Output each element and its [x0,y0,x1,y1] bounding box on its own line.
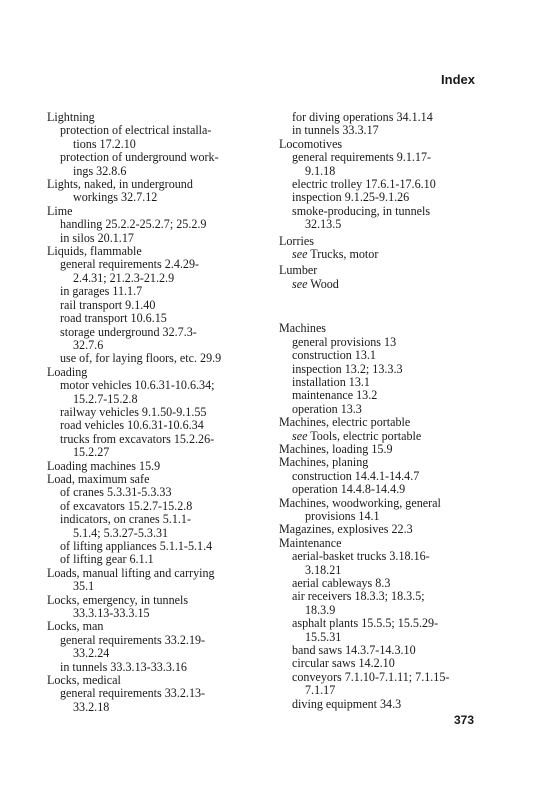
index-subentry: diving equipment 34.3 [292,696,402,711]
index-subentry: 5.1.4; 5.3.27-5.3.31 [73,525,169,540]
index-heading: Machines, woodworking, general [279,495,441,510]
index-subentry: smoke-producing, in tunnels [292,203,431,218]
index-subentry: rail transport 9.1.40 [60,297,156,312]
index-heading: Load, maximum safe [47,471,150,486]
index-column-left [47,111,252,714]
index-heading: Locks, man [47,619,104,634]
index-subentry: band saws 14.3.7-14.3.10 [292,643,416,658]
index-heading: Loading machines 15.9 [47,458,161,473]
index-subentry: protection of electrical installa- [60,123,212,138]
index-subentry: 2.4.31; 21.2.3-21.2.9 [73,270,175,285]
index-subentry: see Trucks, motor [292,247,379,262]
index-subentry: workings 32.7.12 [73,190,158,205]
index-subentry: aerial cableways 8.3 [292,576,391,590]
index-subentry: inspection 9.1.25-9.1.26 [292,190,410,205]
index-subentry: of lifting gear 6.1.1 [60,552,154,567]
index-subentry: road vehicles 10.6.31-10.6.34 [60,418,204,433]
index-subentry: in garages 11.1.7 [60,284,143,299]
index-subentry: 18.3.9 [305,602,336,617]
index-subentry: general requirements 2.4.29- [60,257,200,272]
index-subentry: general provisions 13 [292,334,397,349]
index-subentry: 9.1.18 [305,163,336,178]
index-heading: Lightning [47,110,95,124]
index-subentry: 7.1.17 [305,683,336,698]
index-subentry: protection of underground work- [60,150,219,165]
index-subentry: tions 17.2.10 [73,136,136,151]
index-subentry: 35.1 [73,579,95,594]
index-subentry: see Tools, electric portable [292,428,422,443]
index-subentry: 15.2.27 [73,445,110,460]
index-subentry: maintenance 13.2 [292,388,378,403]
index-subentry: of lifting appliances 5.1.1-5.1.4 [60,539,213,553]
index-heading: Machines [279,321,327,336]
index-subentry: 15.5.31 [305,629,342,644]
index-heading: Machines, loading 15.9 [279,441,393,456]
index-column-right [279,111,489,711]
index-heading: Loads, manual lifting and carrying [47,565,215,580]
index-subentry: installation 13.1 [292,374,370,389]
index-subentry: 33.3.13-33.3.15 [73,606,150,621]
index-subentry: aerial-basket trucks 3.18.16- [292,549,430,564]
index-heading: Lorries [279,233,314,248]
index-heading: Locks, emergency, in tunnels [47,592,189,607]
index-subentry: construction 14.4.1-14.4.7 [292,468,420,483]
index-subentry: air receivers 18.3.3; 18.3.5; [292,589,425,604]
index-subentry: operation 14.4.8-14.4.9 [292,482,406,497]
index-subentry: general requirements 33.2.19- [60,632,206,647]
index-subentry: in tunnels 33.3.17 [292,123,379,138]
index-subentry: trucks from excavators 15.2.26- [60,431,215,446]
index-heading: Liquids, flammable [47,244,142,259]
index-subentry: electric trolley 17.6.1-17.6.10 [292,177,436,192]
index-heading: Machines, electric portable [279,415,411,430]
running-header: Index [441,72,475,87]
index-subentry: ings 32.8.6 [73,163,127,178]
index-heading: Locomotives [279,136,343,151]
index-heading: Lumber [279,263,318,278]
index-subentry: 32.7.6 [73,337,104,352]
index-subentry: construction 13.1 [292,348,376,363]
index-subentry: provisions 14.1 [305,508,380,523]
index-subentry: for diving operations 34.1.14 [292,110,433,124]
index-subentry: 33.2.24 [73,646,110,661]
index-heading: Lights, naked, in underground [47,177,193,192]
index-heading: Loading [47,364,88,379]
index-subentry: 15.2.7-15.2.8 [73,391,138,406]
index-heading: Machines, planing [279,455,369,470]
page-number: 373 [453,713,474,727]
index-subentry: use of, for laying floors, etc. 29.9 [60,351,222,366]
index-subentry: in silos 20.1.17 [60,230,134,245]
index-heading: Maintenance [279,535,342,550]
spacer [279,291,489,322]
index-subentry: operation 13.3 [292,401,362,416]
index-subentry: of excavators 15.2.7-15.2.8 [60,498,193,513]
index-subentry: 32.13.5 [305,217,342,232]
index-subentry: general requirements 33.2.13- [60,686,206,701]
index-subentry: road transport 10.6.15 [60,311,167,326]
index-subentry: storage underground 32.7.3- [60,324,197,339]
index-subentry: see Wood [292,276,339,291]
index-subentry: in tunnels 33.3.13-33.3.16 [60,659,187,674]
index-subentry: handling 25.2.2-25.2.7; 25.2.9 [60,217,207,232]
index-subentry: indicators, on cranes 5.1.1- [60,512,191,527]
index-subentry: railway vehicles 9.1.50-9.1.55 [60,404,207,419]
index-subentry: circular saws 14.2.10 [292,656,395,671]
index-heading: Locks, medical [47,673,121,688]
index-subentry: asphalt plants 15.5.5; 15.5.29- [292,616,439,631]
index-subentry: 33.2.18 [73,699,110,714]
index-subentry: motor vehicles 10.6.31-10.6.34; [60,378,215,393]
index-subentry: general requirements 9.1.17- [292,150,432,165]
index-heading: Lime [47,203,73,218]
index-heading: Magazines, explosives 22.3 [279,522,413,537]
index-subentry: 3.18.21 [305,562,342,577]
index-subentry: of cranes 5.3.31-5.3.33 [60,485,172,500]
index-subentry: inspection 13.2; 13.3.3 [292,361,403,376]
index-subentry: conveyors 7.1.10-7.1.11; 7.1.15- [292,669,450,684]
